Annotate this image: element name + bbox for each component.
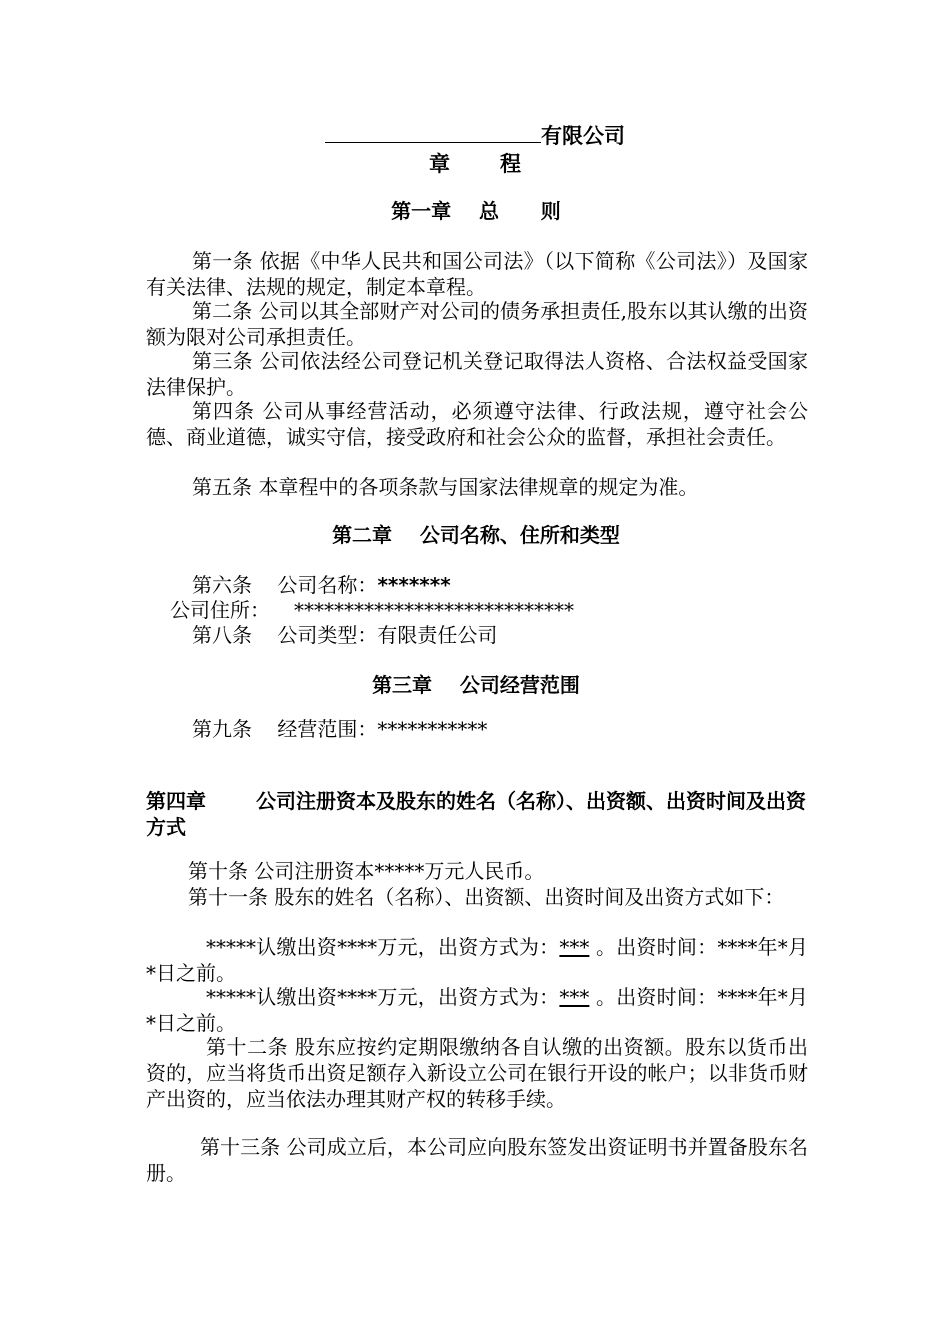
chapter-2-title: 第二章 公司名称、住所和类型 [332,523,620,547]
article-11: 第十一条 股东的姓名（名称）、出资额、出资时间及出资方式如下： [188,885,785,909]
shareholder-2-method: *** [559,985,590,1009]
address-value: **************************** [294,598,574,622]
article-2: 第二条 公司以其全部财产对公司的债务承担责任,股东以其认缴的出资额为限对公司承担责任。 [146,299,808,349]
article-13: 第十三条 公司成立后，本公司应向股东签发出资证明书并置备股东名册。 [146,1135,808,1185]
document-title: 章程 [429,152,571,176]
shareholder-1-method: *** [559,935,590,959]
article-7-address: 公司住所： **************************** [170,598,574,622]
shareholder-1: *****认缴出资****万元，出资方式为：*** 。出资时间：****年*月 *日之前。 [146,935,809,985]
article-10: 第十条 公司注册资本*****万元人民币。 [188,859,545,883]
article-5: 第五条 本章程中的各项条款与国家法律规章的规定为准。 [192,475,699,499]
article-1: 第一条 依据《中华人民共和国公司法》（以下简称《公司法》）及国家有关法律、法规的规定，制定本章程。 [146,249,808,299]
article-6: 第六条 公司名称：******* [192,573,451,597]
article-3: 第三条 公司依法经公司登记机关登记取得法人资格、合法权益受国家法律保护。 [146,349,808,399]
chapter-4-title: 第四章 公司注册资本及股东的姓名（名称）、出资额、出资时间及出资方式 [146,789,806,839]
company-name-blank [325,122,541,143]
article-9: 第九条 经营范围：*********** [192,717,488,741]
article-12: 第十二条 股东应按约定期限缴纳各自认缴的出资额。股东以货币出资的，应当将货币出资足额存入新设立公司在银行开设的帐户；以非货币财产出资的，应当依法办理其财产权的转移手续。 [146,1035,808,1111]
chapter-1-title: 第一章 总 则 [391,199,561,223]
company-name-value: ******* [377,573,451,597]
chapter-3-title: 第三章 公司经营范围 [372,673,580,697]
article-4: 第四条 公司从事经营活动，必须遵守法律、行政法规，遵守社会公德、商业道德，诚实守信，接受政府和社会公众的监督，承担社会责任。 [146,399,808,449]
article-8: 第八条 公司类型：有限责任公司 [192,623,498,647]
company-name-title: 有限公司 [0,122,950,150]
shareholder-2: *****认缴出资****万元，出资方式为：*** 。出资时间：****年*月 *日之前。 [146,985,809,1035]
